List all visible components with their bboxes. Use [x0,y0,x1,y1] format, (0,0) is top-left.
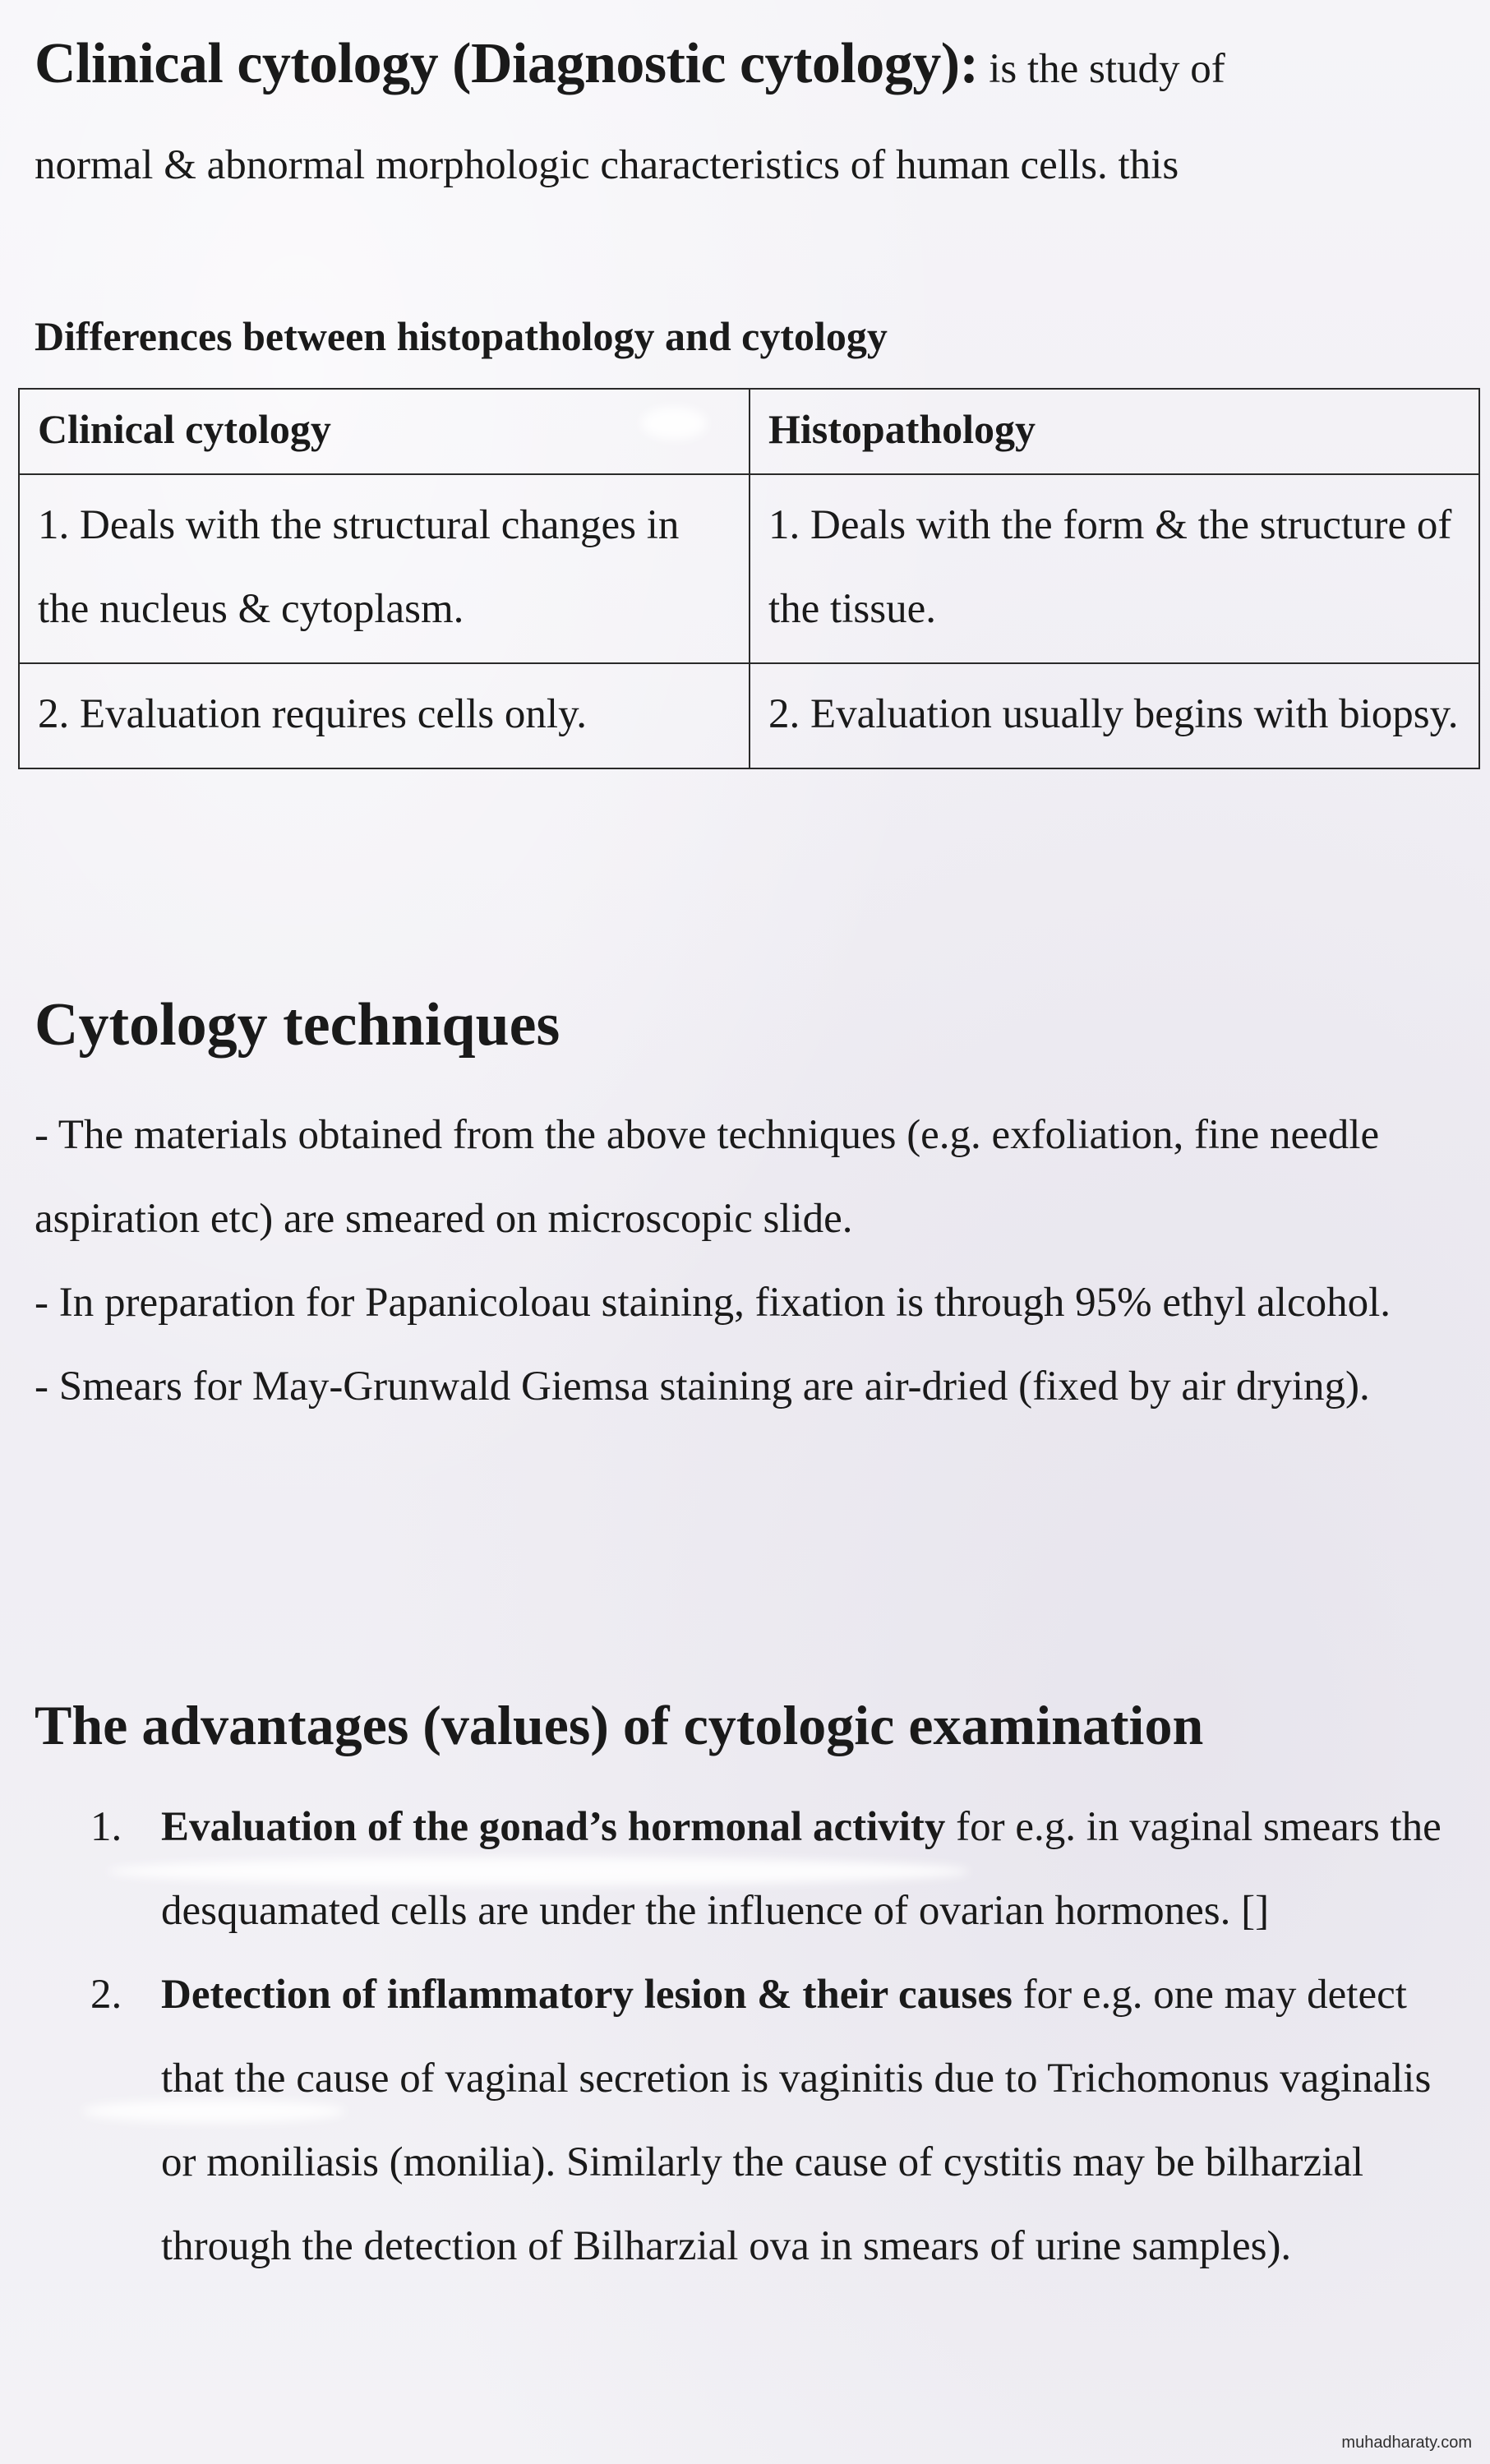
table-caption: Differences between histopathology and cytology [35,313,888,359]
intro-line-2: normal & abnormal morphologic characteristics of human cells. this [35,142,1179,188]
cell-text: 1. Deals with the form & the structure of the tissue. [768,502,1452,632]
paragraph: - Smears for May-Grunwald Giemsa staining are air-dried (fixed by air drying). [35,1364,1370,1410]
table-cell [19,663,750,768]
list-item-bold-lead: Detection of inflammatory lesion & their causes [161,1972,1013,2018]
paragraph: - The materials obtained from the above techniques (e.g. exfoliation, fine needle aspiration etc) are smeared on microscopic slide. [35,1112,1380,1242]
table-cell [750,663,1479,768]
table-row [19,663,1479,768]
table-cell [19,474,750,663]
table-header-histopathology: Histopathology [750,389,1479,474]
differences-table [18,388,1480,769]
table-cell [750,474,1479,663]
list-item-bold-lead: Evaluation of the gonad’s hormonal activity [161,1804,946,1850]
list-item-text: for e.g. in vaginal smears the desquamated cells are under the influence of ovarian hormones. [] [161,1804,1442,1934]
list-item-number: 2. [90,1972,122,2018]
heading-advantages: The advantages (values) of cytologic examination [35,1694,1204,1756]
techniques-paragraphs [35,1093,1465,1428]
intro-line-1 [35,31,1465,97]
list-item-number: 1. [90,1804,122,1850]
heading-clinical-cytology: Clinical cytology (Diagnostic cytology): [35,32,979,95]
paragraph: - In preparation for Papanicoloau staining, fixation is through 95% ethyl alcohol. [35,1280,1391,1326]
cell-text: 1. Deals with the structural changes in the nucleus & cytoplasm. [38,502,680,632]
list-item-text: for e.g. one may detect that the cause of vaginal secretion is vaginitis due to Trichomonus vaginalis or moniliasis (monilia). Similarly the cause of cystitis may be bilharzial through the detection of Bilharzial ova in smears of urine samples). [161,1972,1432,2269]
intro-text-continued: is the study of [978,46,1225,92]
cell-text: 2. Evaluation requires cells only. [38,691,588,737]
watermark-text: muhadharaty.com [1341,2434,1472,2452]
advantages-list [90,1785,1471,2288]
list-item [90,1953,1471,2288]
heading-cytology-techniques: Cytology techniques [35,991,560,1059]
list-item [90,1785,1471,1953]
table-header-clinical-cytology: Clinical cytology [19,389,750,474]
cell-text: 2. Evaluation usually begins with biopsy. [768,691,1459,737]
table-row [19,474,1479,663]
table-header-row [19,389,1479,474]
